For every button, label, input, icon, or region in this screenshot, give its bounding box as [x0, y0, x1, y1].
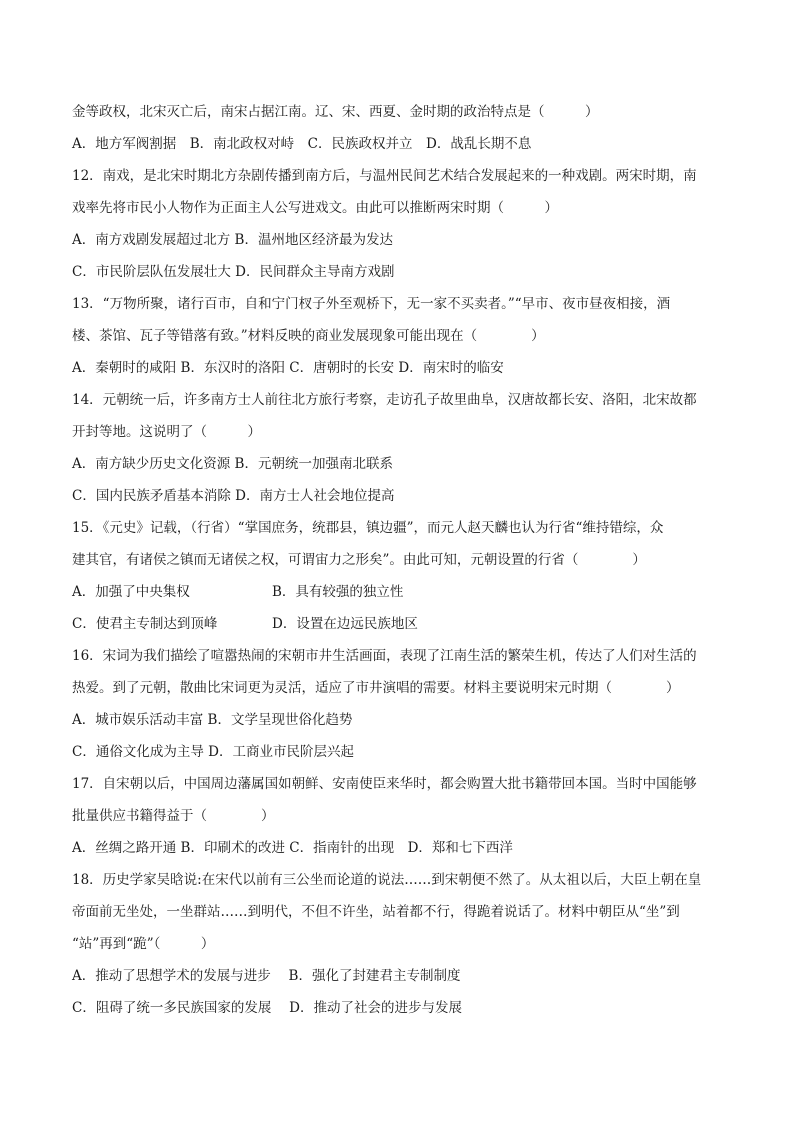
answer-options: A．南方戏剧发展超过北方 B．温州地区经济最为发达 — [72, 232, 393, 248]
answer-options: A．地方军阀割据 B．南北政权对峙 C．民族政权并立 D．战乱长期不息 — [72, 136, 532, 152]
question-16: 16．宋词为我们描绘了喧嚣热闹的宋朝市井生活画面，表现了江南生活的繁荣生机，传达了人们对生活的 — [72, 648, 697, 664]
answer-options: C．通俗文化成为主导 D．工商业市民阶层兴起 — [72, 744, 354, 760]
question-17: 17．自宋朝以后，中国周边藩属国如朝鲜、安南使臣来华时，都会购置大批书籍带回本国。当时中国能够 — [72, 776, 697, 792]
option-a: A．加强了中央集权 — [72, 584, 190, 600]
question-18: 18．历史学家吴晗说:在宋代以前有三公坐而论道的说法……到宋朝便不然了。从太祖以后，大臣上朝在皇 — [72, 872, 702, 888]
answer-options: A．推动了思想学术的发展与进步 B．强化了封建君主专制制度 — [72, 968, 461, 984]
answer-options: A．城市娱乐活动丰富 B．文学呈现世俗化趋势 — [72, 712, 353, 728]
question-12: 12．南戏，是北宋时期北方杂剧传播到南方后，与温州民间艺术结合发展起来的一种戏剧。两宋时期，南 — [72, 168, 697, 184]
text-line: 戏率先将市民小人物作为正面主人公写进戏文。由此可以推断两宋时期（ ） — [72, 200, 558, 216]
text-line: 金等政权，北宋灭亡后，南宋占据江南。辽、宋、西夏、金时期的政治特点是（ ） — [72, 104, 599, 120]
text-line: “站”再到“跪”（ ） — [72, 936, 215, 952]
answer-options: A．秦朝时的咸阳 B．东汉时的洛阳 C．唐朝时的长安 D．南宋时的临安 — [72, 360, 504, 376]
question-15: 15．《元史》记载，（行省）“掌国庶务，统郡县，镇边疆”，而元人赵天麟也认为行省“维持错综，众 — [72, 520, 664, 536]
question-14: 14．元朝统一后，许多南方士人前往北方旅行考察，走访孔子故里曲阜，汉唐故都长安、洛阳，北宋故都 — [72, 392, 697, 408]
text-line: 开封等地。这说明了（ ） — [72, 424, 261, 440]
option-b: B．具有较强的独立性 — [272, 584, 404, 600]
text-line: 帝面前无坐处，一坐群站……到明代，不但不许坐，站着都不行，得跪着说话了。材料中朝臣从“坐”到 — [72, 904, 680, 920]
text-line: 建其官，有诸侯之镇而无诸侯之权，可谓宙力之形矣”。由此可知，元朝设置的行省（ ） — [72, 552, 646, 568]
option-d: D．设置在边远民族地区 — [272, 616, 418, 632]
option-c: C．使君主专制达到顶峰 — [72, 616, 218, 632]
answer-options: C．市民阶层队伍发展壮大 D．民间群众主导南方戏剧 — [72, 264, 395, 280]
text-line: 热爱。到了元朝，散曲比宋词更为灵活，适应了市井演唱的需要。材料主要说明宋元时期（ ） — [72, 680, 680, 696]
question-13: 13．“万物所聚，诸行百市，自和宁门杈子外至观桥下，无一家不买卖者。”“早市、夜市昼夜相接，酒 — [72, 296, 671, 312]
answer-options — [72, 582, 724, 602]
text-line: 楼、茶馆、瓦子等错落有致。”材料反映的商业发展现象可能出现在（ ） — [72, 328, 545, 344]
text-line: 批量供应书籍得益于（ ） — [72, 808, 275, 824]
answer-options: A．丝绸之路开通 B．印刷术的改进 C．指南针的出现 D．郑和七下西洋 — [72, 840, 513, 856]
answer-options: C．国内民族矛盾基本消除 D．南方士人社会地位提高 — [72, 488, 395, 504]
answer-options — [72, 614, 724, 634]
answer-options: A．南方缺少历史文化资源 B．元朝统一加强南北联系 — [72, 456, 393, 472]
answer-options: C．阻碍了统一多民族国家的发展 D．推动了社会的进步与发展 — [72, 1000, 462, 1016]
